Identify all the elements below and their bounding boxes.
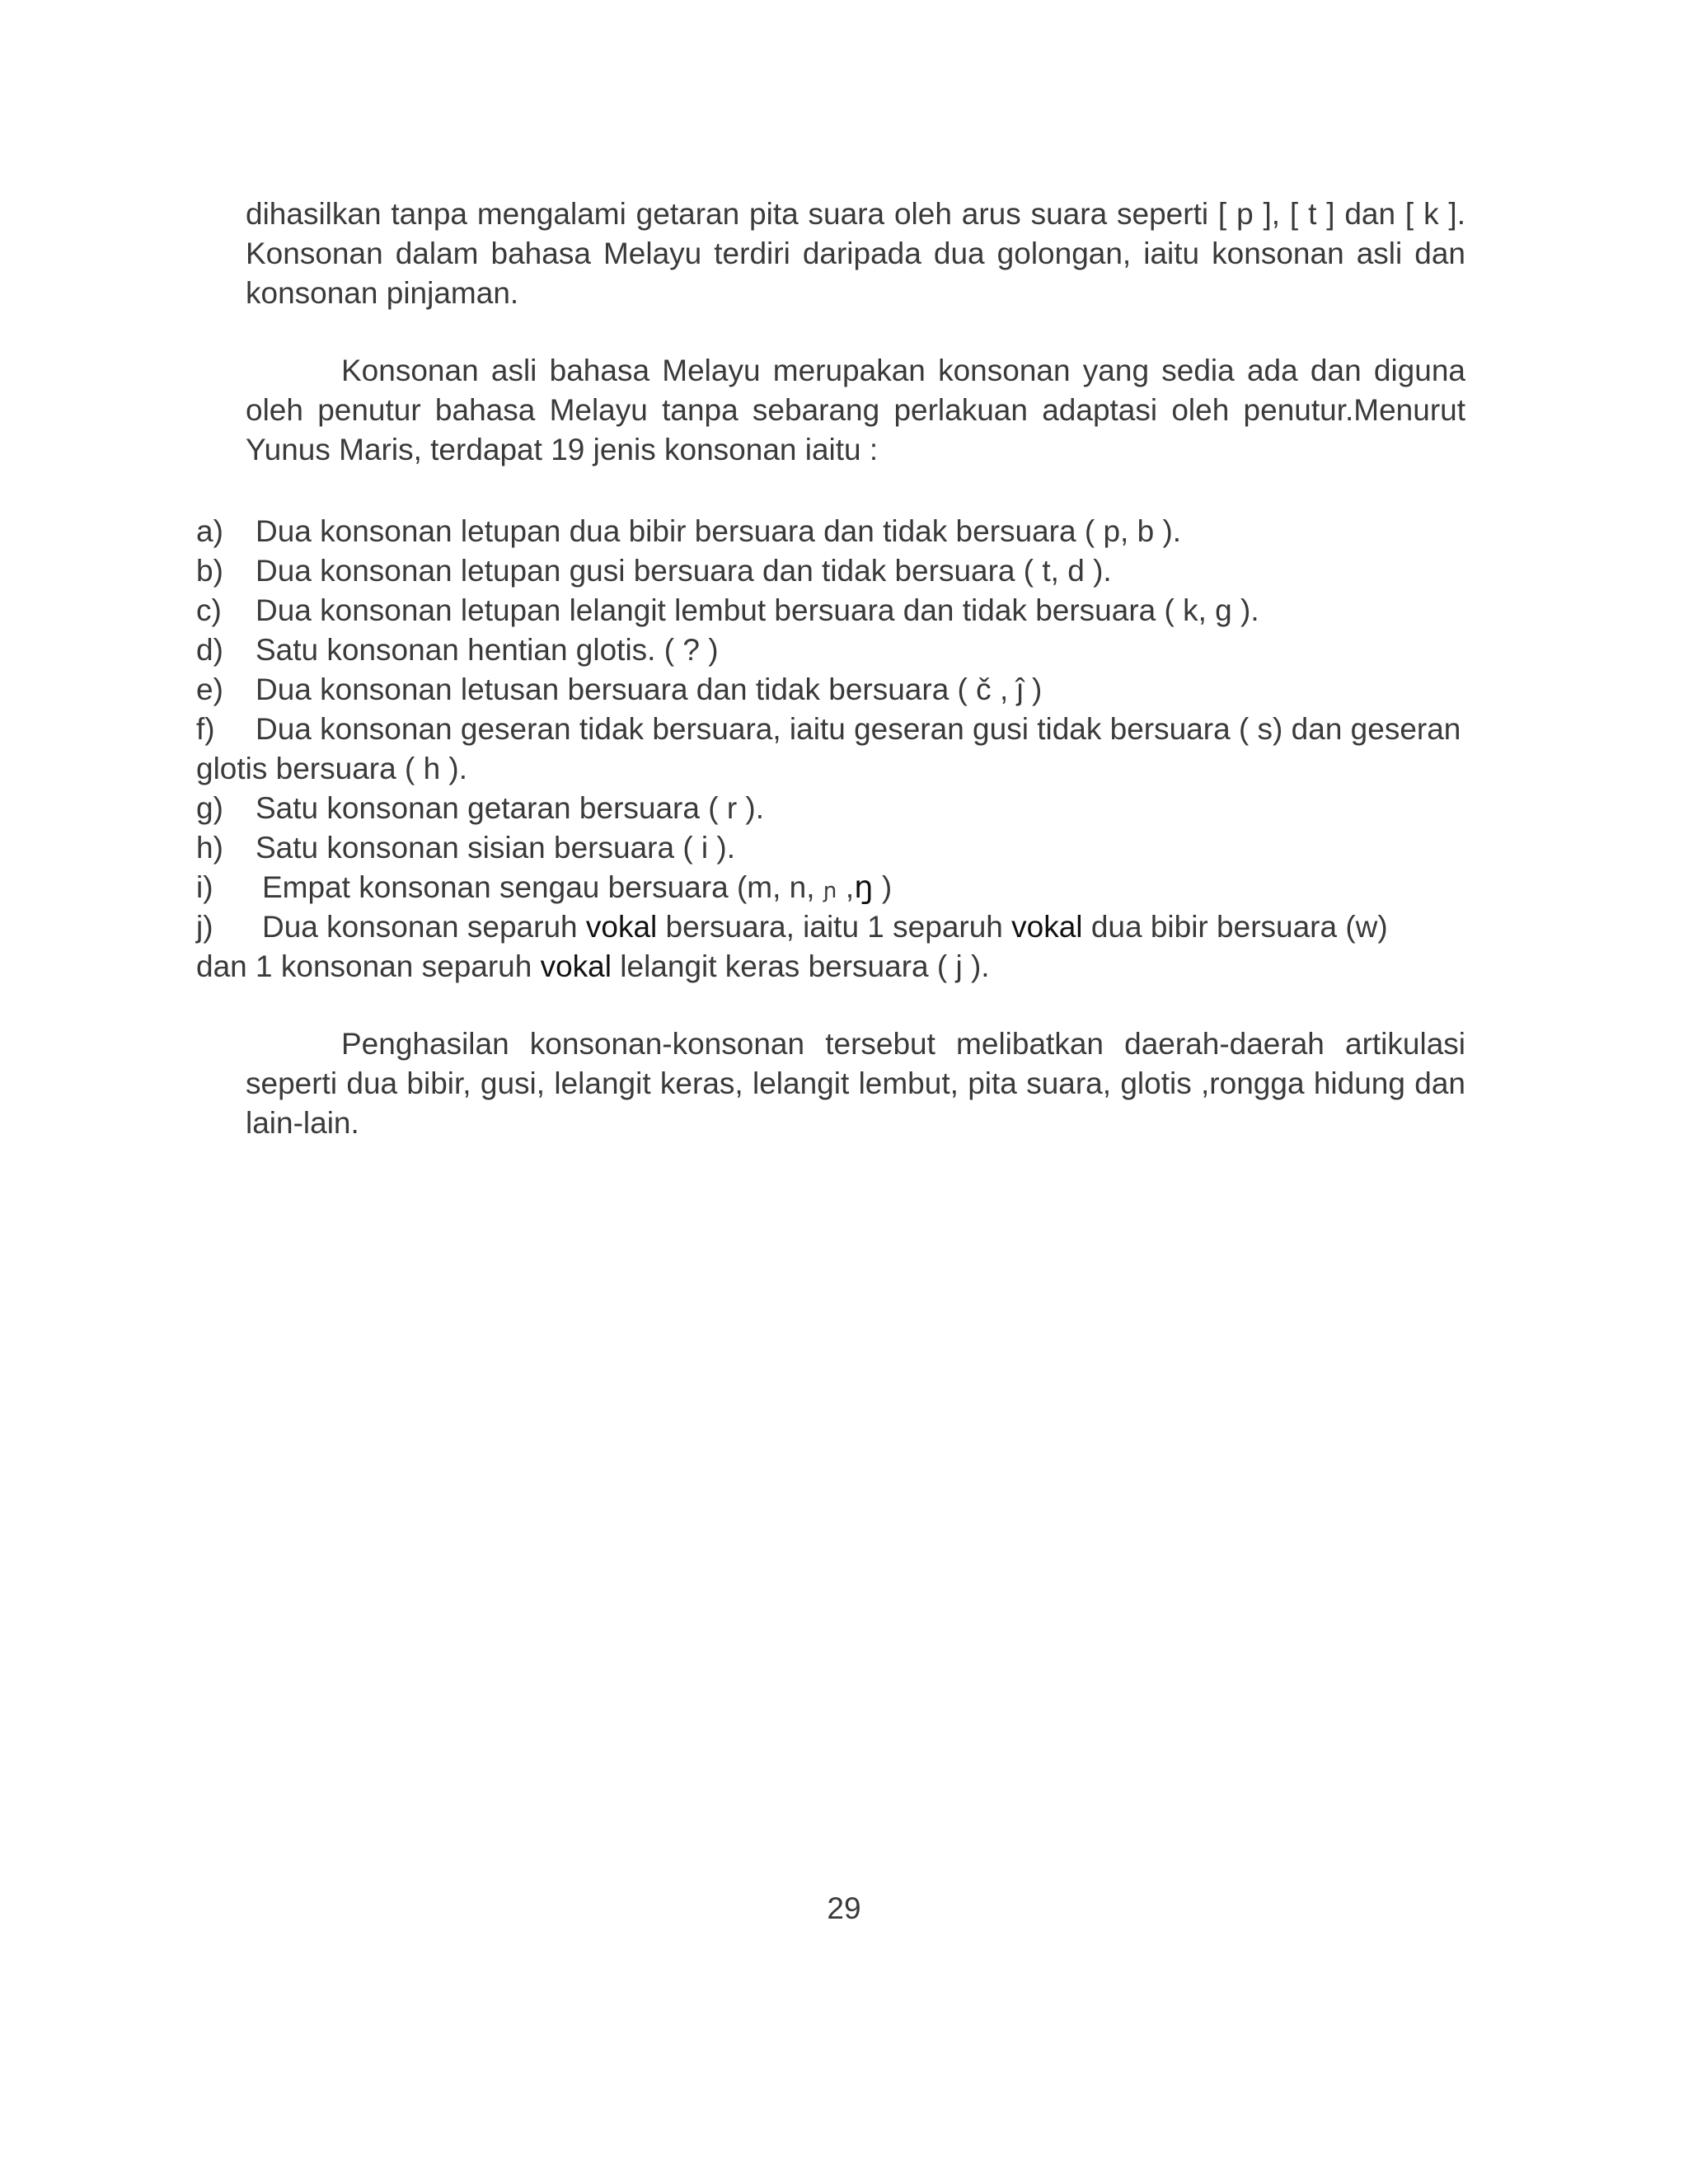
- paragraph-line: oleh penutur bahasa Melayu tanpa sebarang perlakuan adaptasi oleh penutur.Menurut: [246, 393, 1465, 427]
- list-text-part: Empat konsonan sengau bersuara (m, n,: [262, 870, 823, 904]
- paragraph-line: lain-lain.: [246, 1106, 359, 1140]
- list-marker: d): [196, 633, 223, 667]
- highlighted-word: vokal: [540, 949, 612, 983]
- paragraph-line: dihasilkan tanpa mengalami getaran pita suara oleh arus suara seperti [ p ], [ t ] dan [ k ].: [246, 197, 1465, 231]
- list-marker: g): [196, 791, 223, 825]
- list-text-part: dan 1 konsonan separuh: [196, 949, 541, 983]
- paragraph-penghasilan: [246, 1024, 1465, 1143]
- paragraph-intro: [246, 194, 1465, 313]
- list-text: Dua konsonan geseran tidak bersuara, iaitu geseran gusi tidak bersuara ( s) dan geseran: [256, 712, 1461, 746]
- highlighted-word: vokal: [1011, 910, 1083, 944]
- list-marker: h): [196, 831, 223, 865]
- list-marker: f): [196, 712, 215, 746]
- list-text-part: lelangit keras bersuara ( j ).: [612, 949, 990, 983]
- list-text: Satu konsonan getaran bersuara ( r ).: [256, 791, 765, 825]
- list-item-b: [196, 551, 1482, 591]
- list-marker: a): [196, 514, 223, 548]
- list-text: Dua konsonan letupan dua bibir bersuara dan tidak bersuara ( p, b ).: [256, 514, 1182, 548]
- list-item-e: [196, 670, 1482, 710]
- list-text: Satu konsonan hentian glotis. ( ? ): [256, 633, 719, 667]
- ipa-symbol: ɲ: [823, 879, 837, 903]
- list-text: Satu konsonan sisian bersuara ( i ).: [256, 831, 736, 865]
- list-item-a: [196, 512, 1482, 551]
- list-item-h: [196, 828, 1482, 868]
- list-marker: c): [196, 593, 222, 627]
- list-item-j: [196, 907, 1482, 947]
- paragraph-line: Penghasilan konsonan-konsonan tersebut melibatkan daerah-daerah artikulasi: [341, 1027, 1465, 1061]
- list-marker: b): [196, 554, 223, 588]
- list-marker: e): [196, 673, 223, 706]
- list-text-part: ): [873, 870, 893, 904]
- list-item-g: [196, 789, 1482, 828]
- list-text: Dua konsonan letusan bersuara dan tidak bersuara ( č , ĵ ): [256, 673, 1043, 706]
- paragraph-line: Yunus Maris, terdapat 19 jenis konsonan iaitu :: [246, 433, 879, 466]
- highlighted-word: vokal: [585, 910, 658, 944]
- list-item-f: [196, 710, 1482, 749]
- list-item-i: [196, 868, 1482, 907]
- list-item-d: [196, 630, 1482, 670]
- list-item-c: [196, 591, 1482, 630]
- list-text-part: ,: [837, 870, 855, 904]
- ipa-symbol: ŋ: [854, 869, 874, 905]
- paragraph-line: Konsonan dalam bahasa Melayu terdiri daripada dua golongan, iaitu konsonan asli dan: [246, 237, 1465, 270]
- list-text: [262, 868, 892, 911]
- list-text: Dua konsonan letupan gusi bersuara dan tidak bersuara ( t, d ).: [256, 554, 1112, 588]
- paragraph-line: Konsonan asli bahasa Melayu merupakan konsonan yang sedia ada dan diguna: [341, 354, 1465, 387]
- paragraph-konsonan-asli: [246, 351, 1465, 470]
- paragraph-line: konsonan pinjaman.: [246, 276, 519, 310]
- list-marker: j): [196, 910, 213, 944]
- list-marker: i): [196, 870, 213, 904]
- list-text: [262, 907, 1388, 947]
- consonant-list: [196, 512, 1482, 987]
- list-text-part: Dua konsonan separuh: [262, 910, 586, 944]
- paragraph-line: seperti dua bibir, gusi, lelangit keras, lelangit lembut, pita suara, glotis ,rongga hidung dan: [246, 1066, 1465, 1100]
- list-text-part: bersuara, iaitu 1 separuh: [657, 910, 1012, 944]
- list-text-part: dua bibir bersuara (w): [1082, 910, 1388, 944]
- list-text: Dua konsonan letupan lelangit lembut bersuara dan tidak bersuara ( k, g ).: [256, 593, 1259, 627]
- list-text-continuation: [196, 947, 1482, 987]
- list-text-continuation: glotis bersuara ( h ).: [196, 752, 468, 785]
- page-number: 29: [827, 1891, 861, 1925]
